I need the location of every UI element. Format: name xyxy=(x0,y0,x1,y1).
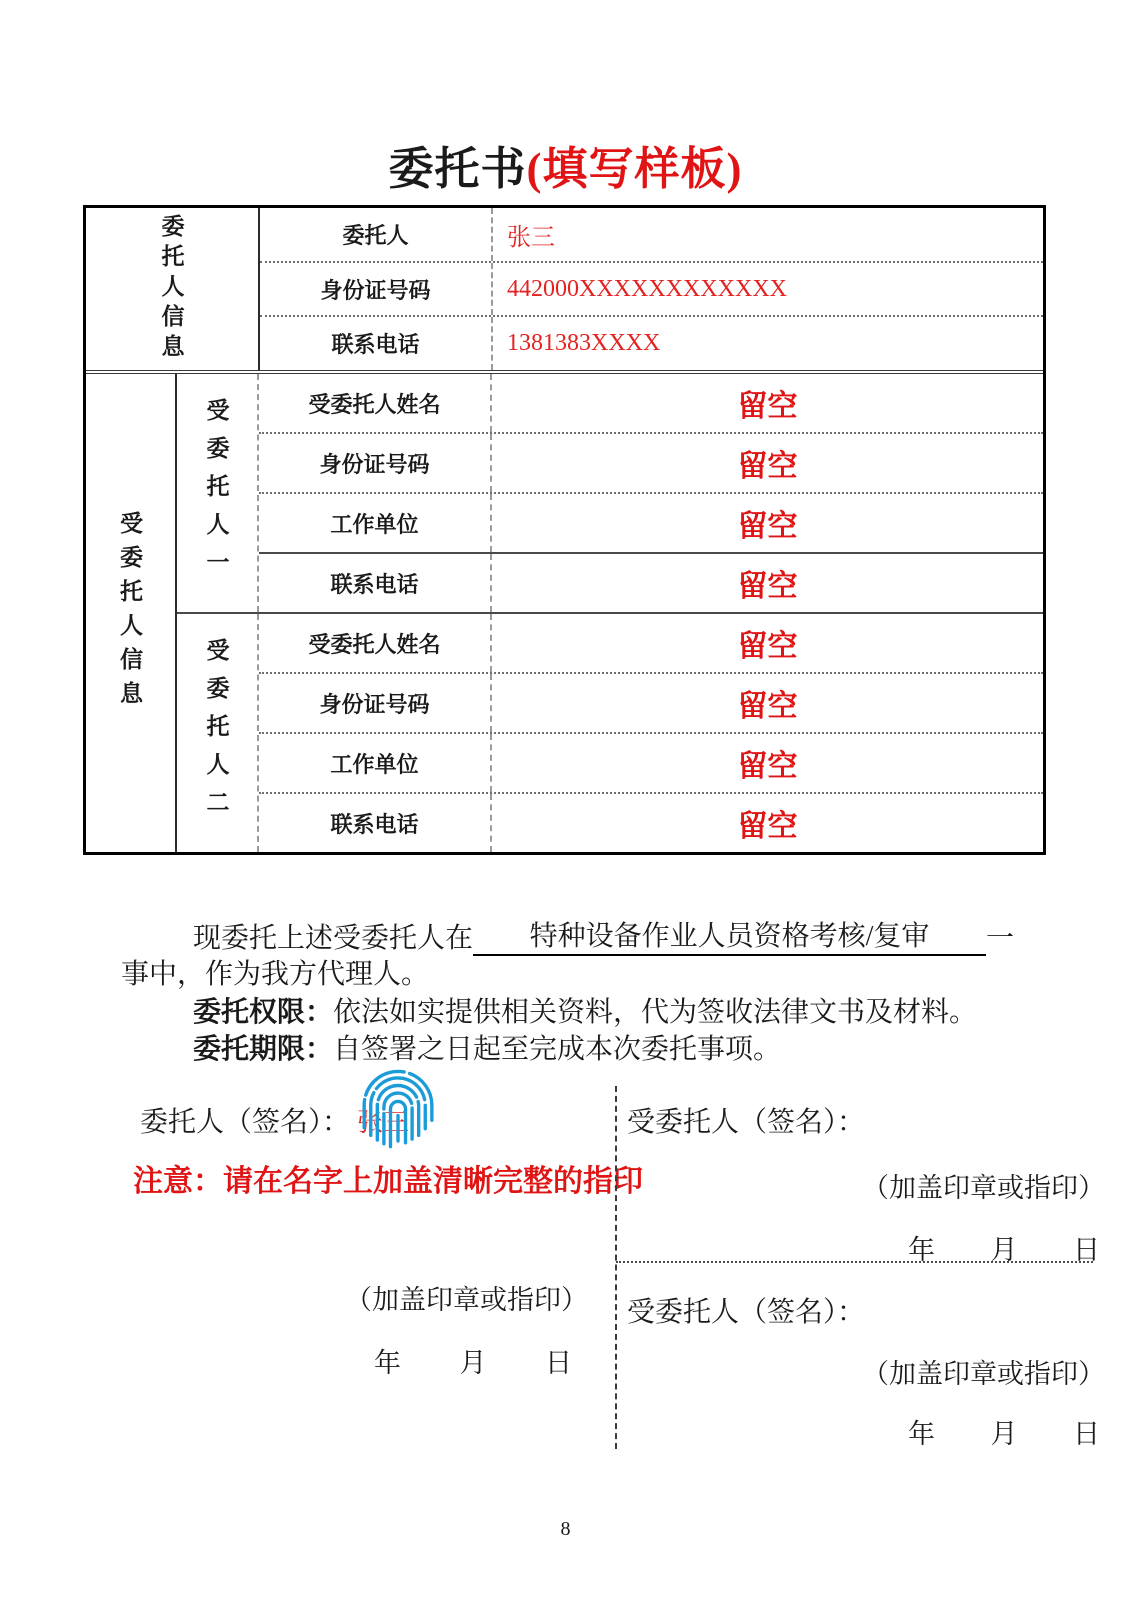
agent1-seal-note: （加盖印章或指印） xyxy=(862,1173,1105,1203)
field-value: 留空 xyxy=(737,390,798,423)
signature-column-divider xyxy=(615,1086,617,1449)
table-row xyxy=(259,792,1043,852)
entrust-matter-blank: 特种设备作业人员资格考核/复审 xyxy=(473,914,986,956)
field-label: 工作单位 xyxy=(259,494,492,552)
date-day-label: 日 xyxy=(545,1348,572,1378)
field-value: 留空 xyxy=(737,630,798,663)
field-label: 联系电话 xyxy=(259,794,492,852)
body-line-period xyxy=(193,1027,781,1067)
principal-section xyxy=(86,208,1043,374)
agents-section xyxy=(86,374,1043,852)
page-number: 8 xyxy=(560,1518,571,1540)
field-label: 受委托人姓名 xyxy=(259,374,492,432)
principal-signature-name: 张三 xyxy=(357,1108,410,1137)
field-value: 442000XXXXXXXXXXXX xyxy=(507,275,787,302)
principal-date-line xyxy=(374,1341,572,1380)
agent-one-block xyxy=(177,374,1043,614)
field-label: 身份证号码 xyxy=(259,434,492,492)
date-month-label: 月 xyxy=(990,1419,1018,1449)
date-day-label: 日 xyxy=(1073,1235,1100,1265)
field-label: 委托人 xyxy=(260,208,493,261)
agent1-date-line xyxy=(908,1228,1100,1267)
fingerprint-icon xyxy=(351,1062,445,1156)
table-row xyxy=(259,374,1043,432)
principal-seal-note: （加盖印章或指印） xyxy=(345,1285,588,1315)
field-value: 1381383XXXX xyxy=(507,330,661,357)
field-value: 张三 xyxy=(507,224,555,251)
agent-one-label-cell xyxy=(177,374,259,612)
date-year-label: 年 xyxy=(908,1235,935,1265)
table-row xyxy=(260,315,1043,370)
agents-group-cell xyxy=(86,374,177,852)
date-year-label: 年 xyxy=(908,1419,935,1449)
field-label: 工作单位 xyxy=(259,734,492,792)
agent2-date-line xyxy=(908,1412,1100,1451)
principal-rows xyxy=(260,208,1043,370)
table-row xyxy=(260,261,1043,316)
field-label: 联系电话 xyxy=(259,554,492,612)
principal-group-label: 委托人信息 xyxy=(158,214,185,364)
field-value: 留空 xyxy=(737,810,798,843)
principal-group-cell xyxy=(86,208,260,370)
agent-two-label-cell xyxy=(177,614,259,852)
agent-two-rows xyxy=(259,614,1043,852)
agent-two-block xyxy=(177,614,1043,852)
agent2-seal-note: （加盖印章或指印） xyxy=(862,1359,1105,1389)
field-value: 留空 xyxy=(737,510,798,543)
table-row xyxy=(259,732,1043,792)
agent-two-label: 受委托人二 xyxy=(203,638,230,828)
poa-table xyxy=(83,205,1046,855)
title-sample-note: (填写样板) xyxy=(526,144,743,194)
table-row xyxy=(259,552,1043,612)
field-label: 受委托人姓名 xyxy=(259,614,492,672)
agents-group-label: 受委托人信息 xyxy=(117,511,143,715)
authority-text: 依法如实提供相关资料，代为签收法律文书及材料。 xyxy=(333,997,978,1028)
date-year-label: 年 xyxy=(374,1348,401,1378)
agent-one-rows xyxy=(259,374,1043,612)
field-value: 留空 xyxy=(737,750,798,783)
period-label: 委托期限： xyxy=(193,1034,334,1065)
entrust-prefix: 现委托上述受委托人在 xyxy=(193,923,474,954)
date-day-label: 日 xyxy=(1073,1419,1100,1449)
principal-signature-label: 委托人（签名）： xyxy=(140,1107,351,1138)
table-row xyxy=(259,672,1043,732)
field-label: 身份证号码 xyxy=(259,674,492,732)
table-row xyxy=(259,614,1043,672)
entrust-suffix: 一 xyxy=(986,923,1015,954)
field-value: 留空 xyxy=(737,690,798,723)
title-main: 委托书 xyxy=(388,144,527,194)
agent1-signature-label: 受委托人（签名）： xyxy=(627,1107,866,1138)
page-title xyxy=(0,132,1131,197)
agent2-signature-label: 受委托人（签名）： xyxy=(627,1297,866,1328)
agent-one-label: 受委托人一 xyxy=(203,398,230,588)
field-label: 身份证号码 xyxy=(260,263,493,316)
table-row xyxy=(260,208,1043,261)
date-month-label: 月 xyxy=(459,1348,487,1378)
period-text: 自签署之日起至完成本次委托事项。 xyxy=(333,1034,782,1065)
field-label: 联系电话 xyxy=(260,317,493,370)
table-row xyxy=(259,432,1043,492)
field-value: 留空 xyxy=(737,450,798,483)
body-line-entrust xyxy=(193,914,1014,956)
field-value: 留空 xyxy=(737,570,798,603)
agents-subsections xyxy=(177,374,1043,852)
body-line-authority xyxy=(193,990,977,1030)
body-line-continuation: 事中，作为我方代理人。 xyxy=(121,959,430,990)
fingerprint-warning-note: 注意：请在名字上加盖清晰完整的指印 xyxy=(133,1165,643,1198)
date-month-label: 月 xyxy=(990,1235,1018,1265)
table-row xyxy=(259,492,1043,552)
authority-label: 委托权限： xyxy=(193,997,334,1028)
